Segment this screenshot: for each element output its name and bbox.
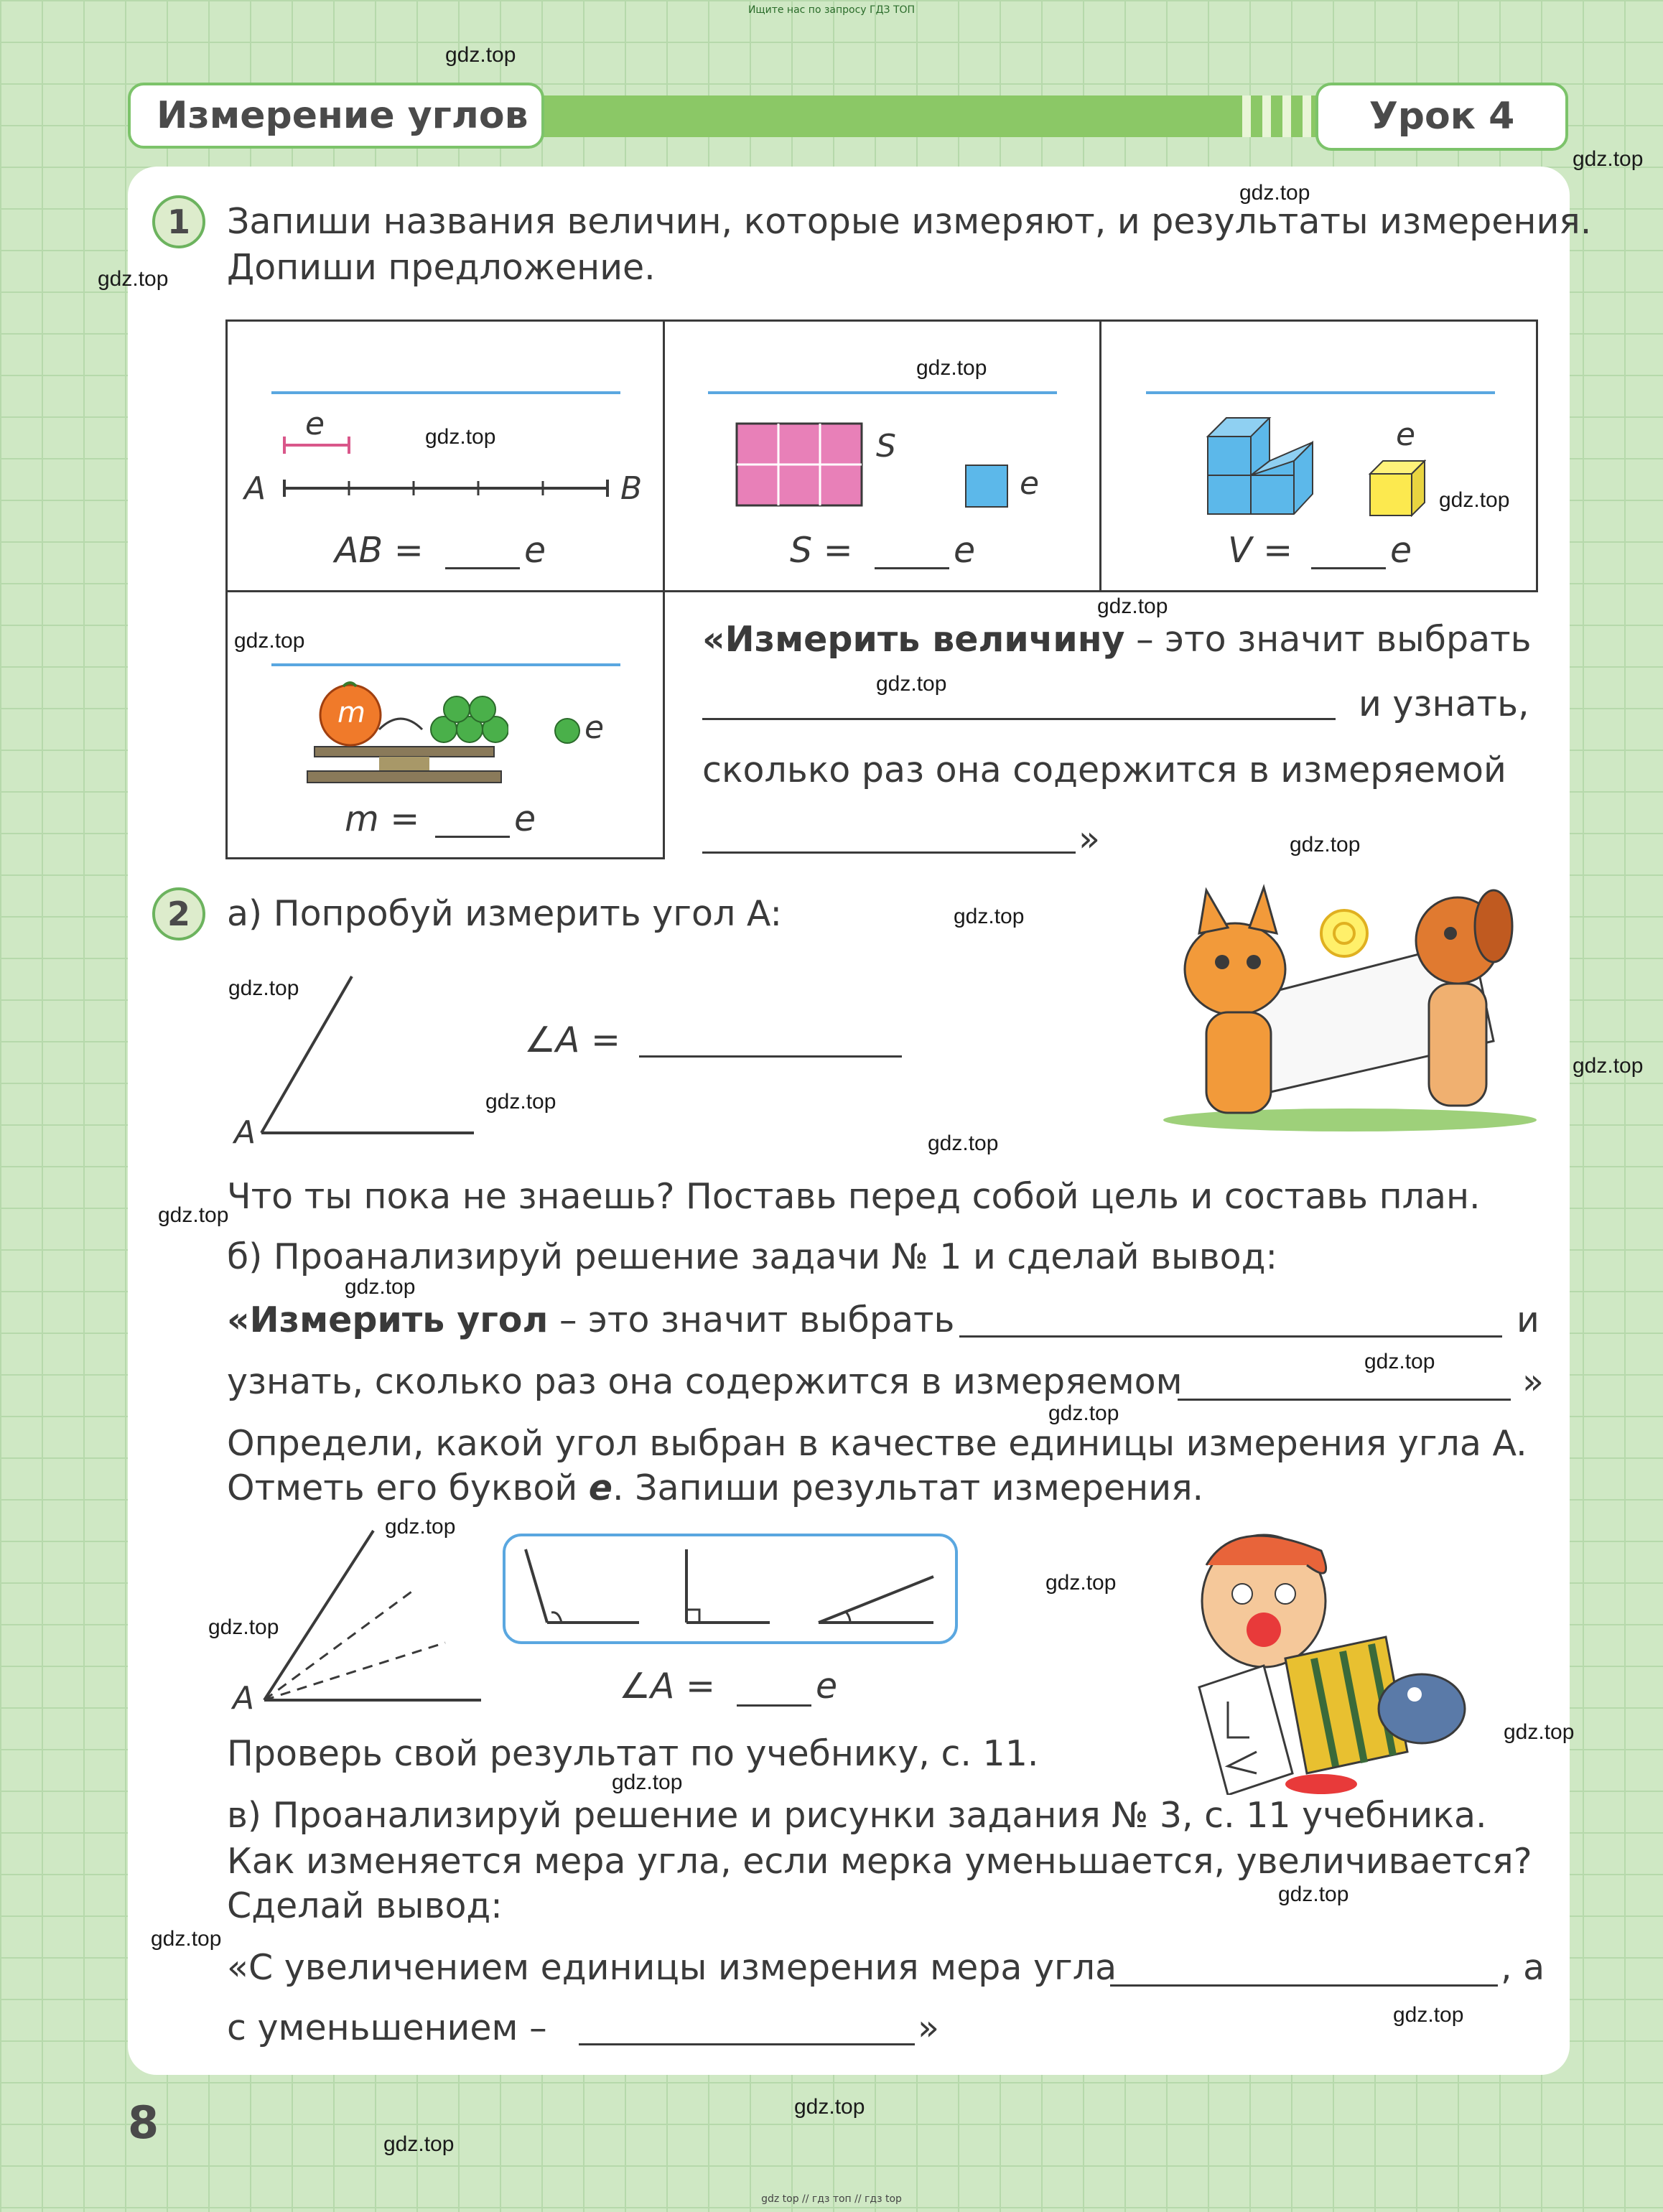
answer-line[interactable] xyxy=(702,718,1336,720)
watermark: gdz.top xyxy=(928,1131,999,1155)
header-stripe xyxy=(1242,95,1251,137)
watermark: gdz.top xyxy=(954,905,1025,928)
answer-line[interactable] xyxy=(1110,1984,1498,1987)
eq-s: S = xyxy=(790,530,853,571)
watermark: gdz.top xyxy=(1364,1350,1435,1373)
answer-line[interactable] xyxy=(737,1704,811,1707)
area-s-label: S xyxy=(876,428,896,465)
top-banner: Ищите нас по запросу ГДЗ ТОП xyxy=(747,4,916,16)
watermark: gdz.top xyxy=(794,2095,865,2119)
mass-unit-label: e xyxy=(584,709,605,746)
unit-angle-options xyxy=(517,1544,948,1637)
check-text: Проверь свой результат по учебнику, с. 11. xyxy=(227,1733,1039,1774)
watermark: gdz.top xyxy=(445,43,516,67)
eq-ab: AB = xyxy=(335,530,424,571)
watermark: gdz.top xyxy=(612,1770,683,1794)
unit-cube xyxy=(1369,459,1426,517)
answer-line[interactable] xyxy=(959,1335,1502,1338)
task-2-question: Что ты пока не знаешь? Поставь перед собой цель и составь план. xyxy=(227,1176,1481,1217)
conclusion-line-1 xyxy=(227,1299,954,1340)
definition-close: » xyxy=(1079,818,1100,859)
watermark: gdz.top xyxy=(1290,833,1361,857)
eq-ab-unit: e xyxy=(524,530,546,571)
task-2c-line-3: Сделай вывод: xyxy=(227,1885,503,1926)
lesson-badge: Урок 4 xyxy=(1315,83,1568,151)
task-2-number: 2 xyxy=(152,887,205,941)
header-bar xyxy=(531,95,1321,137)
answer-line[interactable] xyxy=(1146,391,1495,394)
volume-figure xyxy=(1206,415,1321,515)
clown-illustration xyxy=(1178,1522,1522,1795)
watermark: gdz.top xyxy=(1504,1720,1575,1744)
task-1-instruction: Запиши названия величин, которые измеряют, и результаты измерения. xyxy=(227,201,1592,242)
watermark: gdz.top xyxy=(876,672,947,696)
eq-m: m = xyxy=(345,798,420,839)
mass-m-label: m xyxy=(337,696,365,729)
unit-e-label: e xyxy=(305,406,325,442)
answer-line[interactable] xyxy=(445,567,520,569)
final-line-1: «С увеличением единицы измерения мера угла xyxy=(227,1947,1117,1988)
watermark: gdz.top xyxy=(345,1275,416,1299)
answer-line[interactable] xyxy=(708,391,1057,394)
eq-s-unit: e xyxy=(954,530,976,571)
watermark: gdz.top xyxy=(158,1203,229,1227)
task-2a: а) Попробуй измерить угол A: xyxy=(227,893,783,934)
watermark: gdz.top xyxy=(1239,181,1310,205)
unit-square xyxy=(964,464,1009,508)
angle-eq: ∠A = xyxy=(524,1019,621,1060)
watermark: gdz.top xyxy=(1573,1054,1644,1078)
watermark: gdz.top xyxy=(1393,2003,1464,2027)
task-2c-line-2: Как изменяется мера угла, если мерка уменьшается, увеличивается? xyxy=(227,1841,1532,1882)
answer-line[interactable] xyxy=(271,391,620,394)
watermark: gdz.top xyxy=(1048,1401,1119,1425)
definition-line-3: сколько раз она содержится в измеряемой xyxy=(702,750,1506,790)
watermark: gdz.top xyxy=(228,976,299,1000)
watermark: gdz.top xyxy=(151,1927,222,1951)
watermark: gdz.top xyxy=(1278,1882,1349,1906)
header-stripe xyxy=(1282,95,1291,137)
answer-line[interactable] xyxy=(702,851,1076,854)
header-stripe xyxy=(1262,95,1271,137)
watermark: gdz.top xyxy=(1439,488,1510,512)
conclusion-bold: «Измерить угол xyxy=(227,1299,549,1340)
eq-m-unit: e xyxy=(514,798,536,839)
cat-dog-illustration xyxy=(1156,862,1544,1134)
watermark: gdz.top xyxy=(234,629,305,653)
answer-line[interactable] xyxy=(435,836,510,838)
watermark: gdz.top xyxy=(485,1090,556,1114)
point-b-label: B xyxy=(620,470,643,507)
volume-unit-label-top: e xyxy=(1396,416,1416,453)
definition-bold: «Измерить величину xyxy=(702,619,1125,660)
conclusion-and: и xyxy=(1517,1299,1539,1340)
task-1-number: 1 xyxy=(152,195,205,248)
determine-text-a: Отметь его буквой xyxy=(227,1467,578,1508)
watermark: gdz.top xyxy=(1573,147,1644,171)
final-line-2: с уменьшением – xyxy=(227,2007,547,2048)
answer-line[interactable] xyxy=(639,1055,902,1058)
answer-line[interactable] xyxy=(1178,1399,1511,1401)
watermark: gdz.top xyxy=(1045,1571,1117,1595)
definition-line-2: и узнать, xyxy=(1359,683,1529,724)
angle-vertex-label: A xyxy=(234,1114,256,1151)
task-1-instruction-2: Допиши предложение. xyxy=(227,247,656,288)
task-2c-line-1: в) Проанализируй решение и рисунки задания № 3, с. 11 учебника. xyxy=(227,1795,1487,1836)
answer-line[interactable] xyxy=(1311,567,1386,569)
determine-line-2 xyxy=(227,1467,1203,1508)
answer-line[interactable] xyxy=(271,663,620,666)
conclusion-close: » xyxy=(1522,1361,1544,1402)
area-figure xyxy=(735,422,865,508)
watermark: gdz.top xyxy=(383,2132,455,2156)
eq-v-unit: e xyxy=(1390,530,1412,571)
conclusion-line-2: узнать, сколько раз она содержится в измеряемом xyxy=(227,1361,1183,1402)
answer-line[interactable] xyxy=(875,567,949,569)
watermark: gdz.top xyxy=(1097,594,1168,618)
scale-drawing xyxy=(300,679,508,787)
page-number: 8 xyxy=(128,2096,159,2149)
watermark: gdz.top xyxy=(98,267,169,291)
answer-line[interactable] xyxy=(579,2043,915,2045)
final-line-2-end: » xyxy=(918,2007,939,2048)
header-stripe xyxy=(1303,95,1311,137)
determine-line-1: Определи, какой угол выбран в качестве единицы измерения угла A. xyxy=(227,1423,1527,1464)
task-2b: б) Проанализируй решение задачи № 1 и сделай вывод: xyxy=(227,1236,1277,1277)
angle-vertex-label-2: A xyxy=(233,1680,255,1717)
final-line-1-end: , а xyxy=(1501,1947,1545,1988)
conclusion-rest: – это значит выбрать xyxy=(559,1299,955,1340)
area-unit-label: e xyxy=(1020,465,1040,502)
determine-text-b: . Запиши результат измерения. xyxy=(612,1467,1204,1508)
angle-eq-2-unit: e xyxy=(816,1666,838,1707)
watermark: gdz.top xyxy=(425,425,496,449)
determine-letter: e xyxy=(588,1467,612,1508)
definition-line-1 xyxy=(702,619,1532,660)
watermark: gdz.top xyxy=(208,1615,279,1639)
bottom-banner: gdz top // гдз топ // гдз top xyxy=(761,2193,902,2205)
unit-ball xyxy=(553,717,582,745)
eq-v: V = xyxy=(1228,530,1293,571)
angle-eq-2: ∠A = xyxy=(619,1666,716,1707)
watermark: gdz.top xyxy=(916,356,987,380)
page-title: Измерение углов xyxy=(128,83,544,149)
watermark: gdz.top xyxy=(385,1515,456,1539)
angle-rays-drawing xyxy=(251,1522,495,1709)
definition-rest: – это значит выбрать xyxy=(1136,619,1532,660)
point-a-label: A xyxy=(244,470,266,507)
